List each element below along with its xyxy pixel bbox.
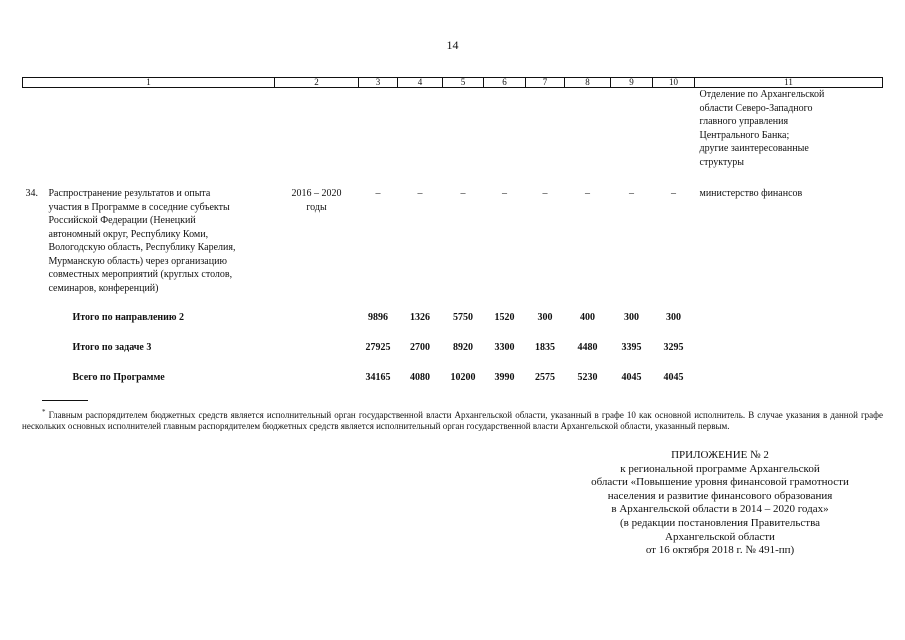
total-value: 2700 [410, 342, 430, 353]
appendix-line: населения и развитие финансового образования [607, 489, 833, 502]
total-row-program [23, 371, 883, 385]
column-header: 9 [611, 78, 653, 88]
executor-line: Центрального Банка; [699, 129, 790, 141]
executor-cell: министерство финансов [699, 188, 803, 199]
row-number: 34. [25, 188, 38, 199]
total-value: 3300 [494, 342, 515, 353]
total-value: 4480 [577, 342, 598, 353]
column-number-row [23, 78, 883, 88]
total-value: 8920 [453, 342, 473, 353]
activity-line: Мурманскую область) через организацию [48, 255, 227, 267]
total-row-task [23, 341, 883, 355]
footnote [22, 410, 883, 432]
value-cell: – [375, 188, 381, 199]
period-cell [275, 187, 359, 295]
activity-line: участия в Программе в соседние субъекты [48, 201, 230, 213]
total-value: 9896 [368, 312, 388, 323]
table-row [23, 187, 883, 295]
appendix-heading [560, 449, 880, 558]
column-header: 1 [23, 78, 275, 88]
executor-line: области Северо-Западного [699, 102, 813, 114]
executor-line: Отделение по Архангельской [699, 89, 825, 100]
total-value: 1326 [410, 312, 430, 323]
continuation-row [23, 88, 883, 170]
appendix-line: в Архангельской области в 2014 – 2020 годах» [611, 503, 829, 516]
continuation-executor [695, 88, 883, 170]
footnote-text: Главным распорядителем бюджетных средств является исполнительный орган государственной власти Архангельской области, указанный в графе 10 как основной исполнитель. В случае указания в данной графе нескольких основных исполнителей главным распорядителем бюджетных средств является исполнительный орган государственной власти Архангельской области, указанный первым. [22, 410, 883, 431]
activity-line: Вологодскую область, Республику Карелия, [48, 242, 236, 253]
total-value: 300 [666, 312, 681, 323]
column-header: 6 [484, 78, 526, 88]
appendix-title: ПРИЛОЖЕНИЕ № 2 [671, 449, 769, 461]
value-cell: – [460, 188, 466, 199]
column-header: 3 [359, 78, 398, 88]
column-header: 4 [398, 78, 443, 88]
activity-line: семинаров, конференций) [48, 282, 159, 294]
appendix-line: к региональной программе Архангельской [620, 462, 820, 475]
executor-line: другие заинтересованные [699, 143, 809, 154]
value-cell: – [542, 188, 548, 199]
total-value: 300 [537, 312, 553, 323]
appendix-line: области «Повышение уровня финансовой грамотности [591, 476, 849, 489]
total-value: 3990 [494, 372, 515, 383]
page-number: 14 [446, 38, 459, 52]
activity-line: Российской Федерации (Ненецкий [48, 215, 196, 226]
total-value: 34165 [365, 372, 391, 383]
activity-line: Распространение результатов и опыта [48, 188, 211, 199]
total-value: 5750 [453, 312, 473, 323]
footnote-separator [42, 400, 88, 401]
footnote-mark: * [42, 408, 46, 416]
value-cell: – [585, 188, 590, 199]
total-label: Всего по Программе [72, 372, 165, 383]
column-header: 5 [443, 78, 484, 88]
column-header: 7 [526, 78, 565, 88]
activity-line: совместных мероприятий (круглых столов, [48, 269, 233, 280]
total-value: 5230 [577, 372, 598, 383]
period-line: 2016 – 2020 [291, 188, 342, 199]
appendix-line: от 16 октября 2018 г. № 491-пп) [645, 544, 795, 557]
appendix-line: (в редакции постановления Правительства [619, 516, 821, 529]
activity-name [47, 187, 275, 295]
total-value: 300 [624, 312, 639, 323]
total-value: 4045 [621, 372, 642, 383]
total-value: 3395 [621, 342, 642, 353]
total-value: 2575 [535, 372, 555, 383]
program-table [22, 77, 883, 385]
column-header: 11 [695, 78, 883, 88]
executor-line: структуры [699, 156, 744, 168]
appendix-line: Архангельской области [665, 530, 775, 543]
total-row-direction [23, 311, 883, 325]
column-header: 2 [275, 78, 359, 88]
total-value: 400 [580, 312, 595, 323]
value-cell: – [629, 188, 634, 199]
column-header: 8 [565, 78, 611, 88]
value-cell: – [671, 188, 676, 199]
total-value: 10200 [450, 372, 476, 383]
total-label: Итого по задаче 3 [72, 342, 152, 353]
period-line: годы [306, 201, 327, 213]
activity-line: автономный округ, Республику Коми, [48, 228, 209, 240]
total-value: 1520 [494, 312, 515, 323]
total-value: 3295 [663, 342, 684, 353]
total-value: 1835 [535, 342, 555, 353]
value-cell: – [417, 188, 423, 199]
total-value: 4045 [663, 372, 684, 383]
value-cell: – [502, 188, 507, 199]
executor-line: главного управления [699, 116, 789, 127]
total-label: Итого по направлению 2 [72, 312, 185, 323]
total-value: 4080 [410, 372, 430, 383]
column-header: 10 [653, 78, 695, 88]
total-value: 27925 [365, 342, 391, 353]
